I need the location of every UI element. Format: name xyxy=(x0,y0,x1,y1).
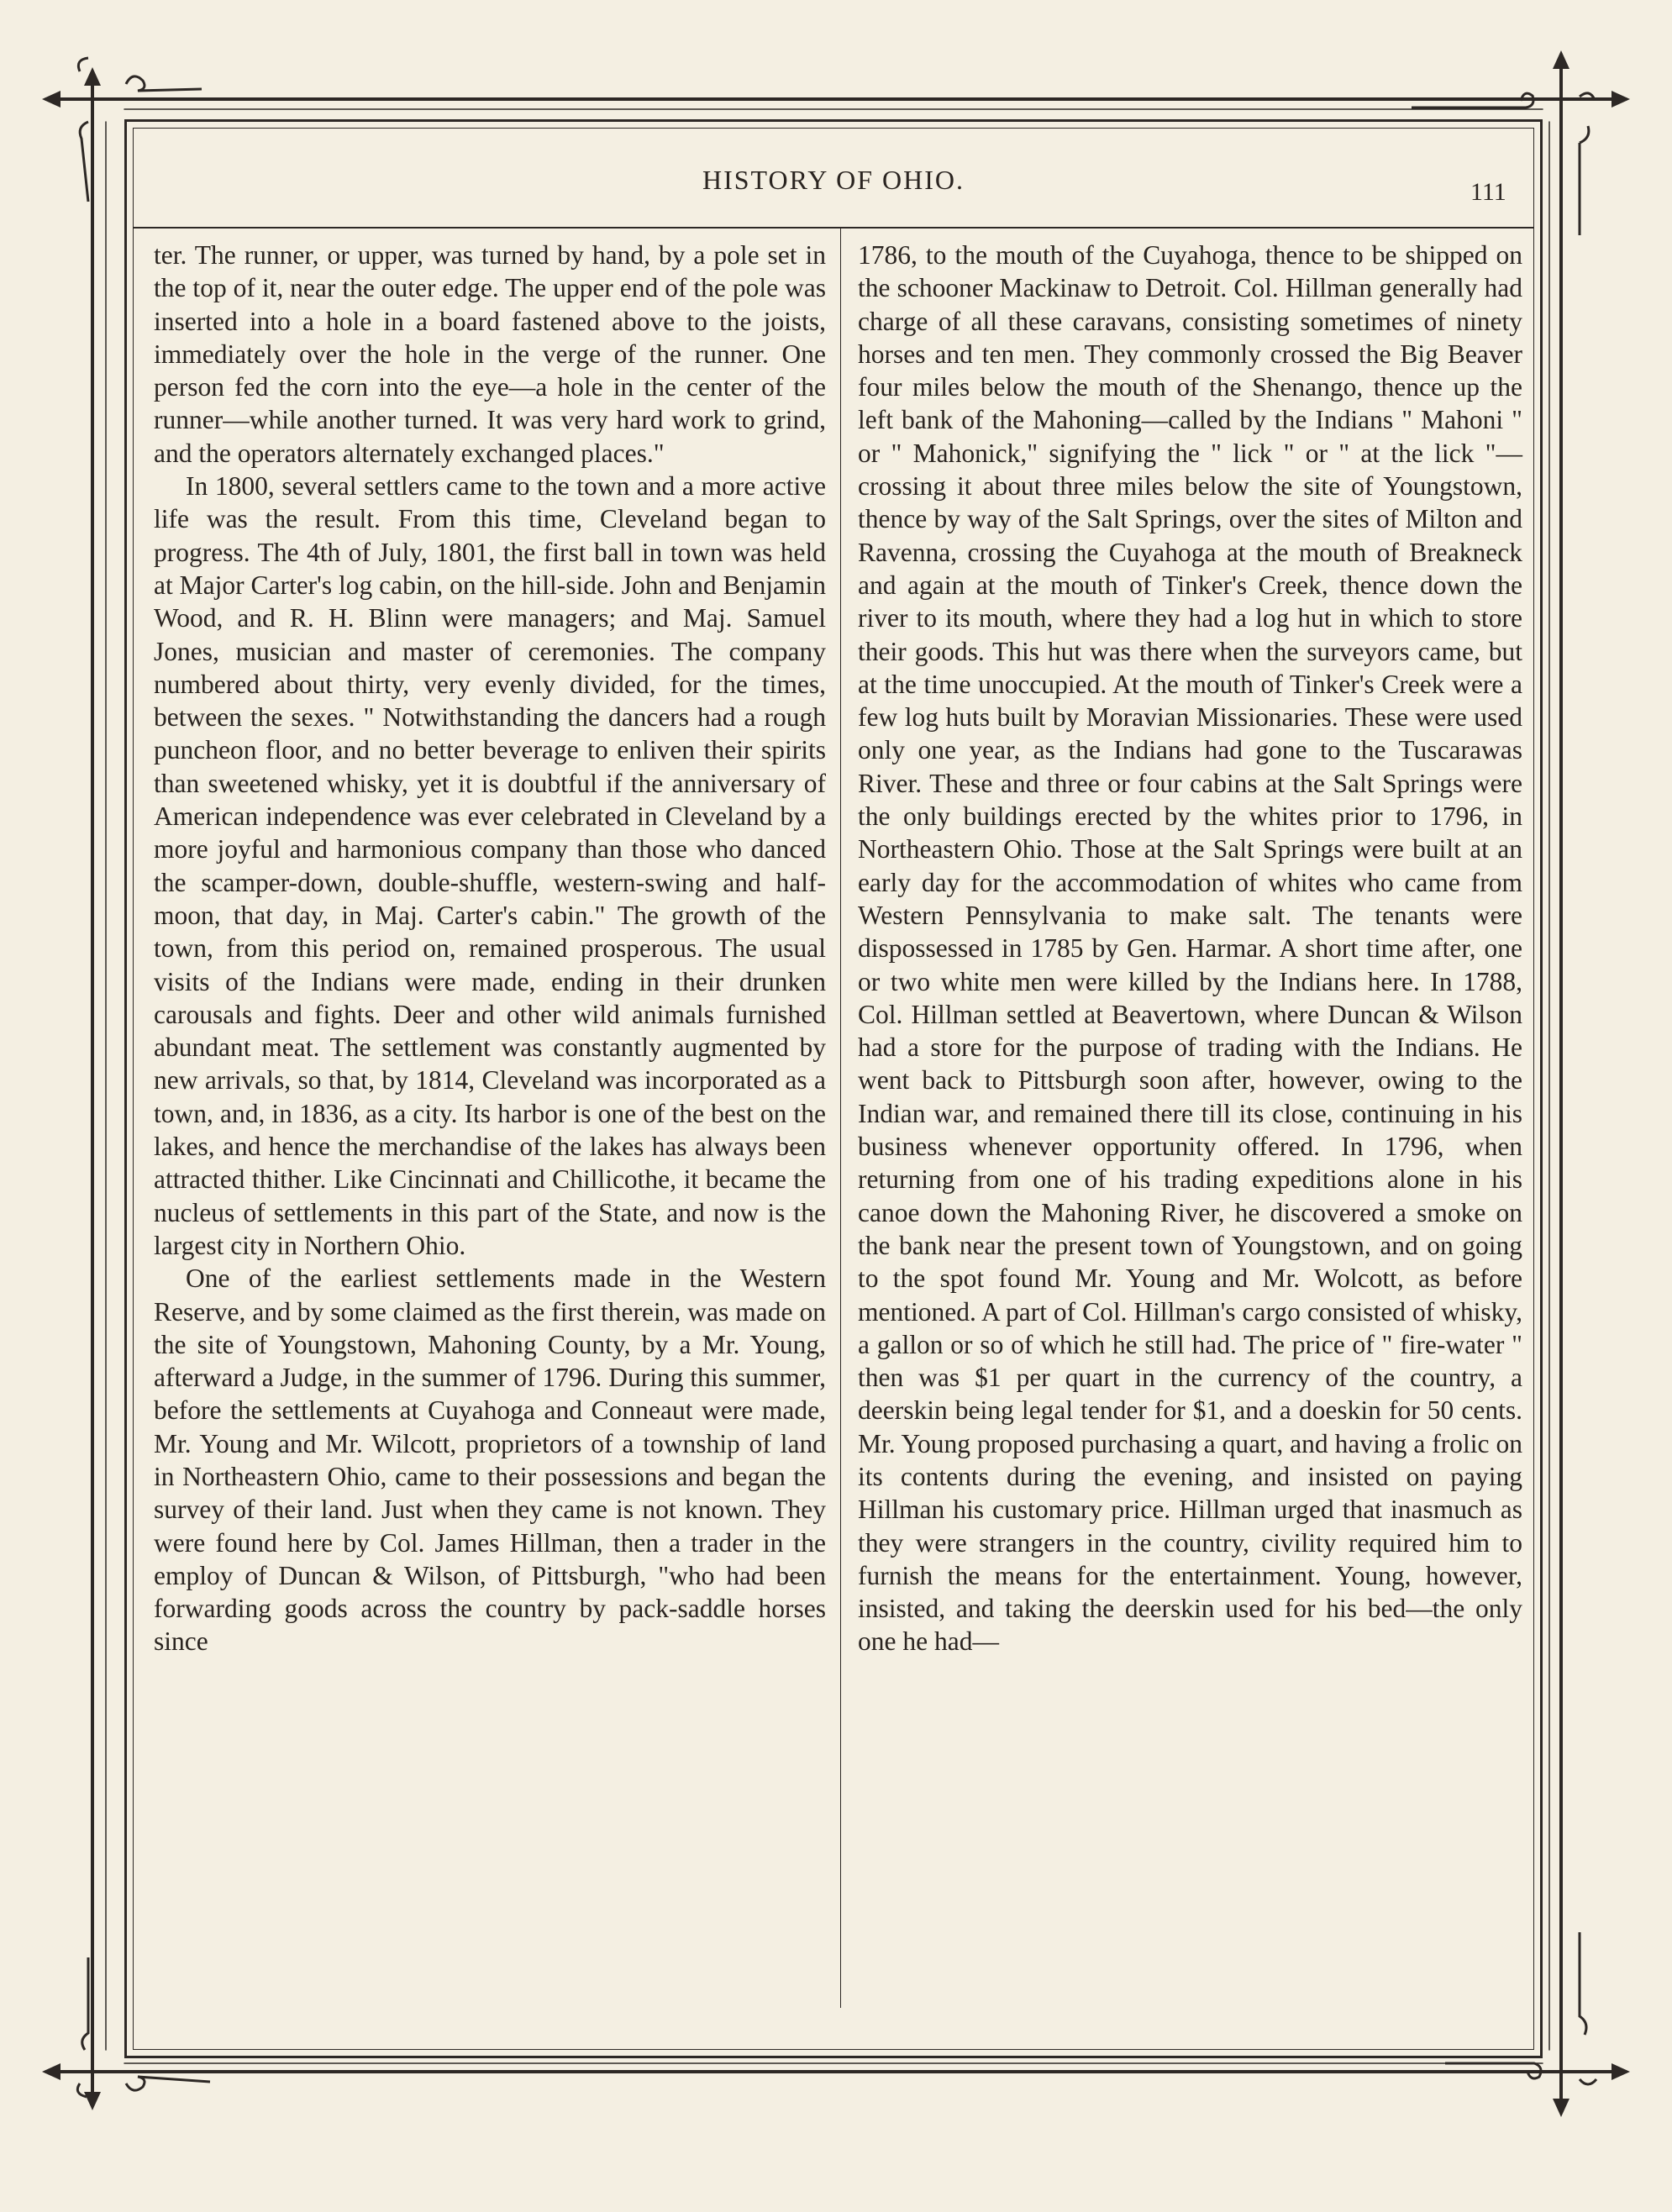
left-paragraph-2: In 1800, several settlers came to the town and a more active life was the result. From this time, Cleveland began to progress. The 4th of July, 1801, the first ball in town was held at Major Carter's log cabin, on the hill-side. John and Benjamin Wood, and R. H. Blinn were managers; and Maj. Samuel Jones, musician and master of ceremonies. The company numbered about thirty, very evenly divided, for the times, between the sexes. " Notwithstanding the dancers had a rough puncheon floor, and no better beverage to enliven their spirits than sweetened whisky, yet it is doubtful if the anniversary of American independence was ever celebrated in Cleveland by a more joyful and harmonious company than those who danced the scamper-down, double-shuffle, western-swing and half-moon, that day, in Maj. Carter's cabin." The growth of the town, from this period on, remained prosperous. The usual visits of the Indians were made, ending in their drunken carousals and fights. Deer and other wild animals furnished abundant meat. The settlement was constantly augmented by new arrivals, so that, by 1814, Cleveland was incorporated as a town, and, in 1836, as a city. Its harbor is one of the best on the lakes, and hence the merchandise of the lakes has always been attracted thither. Like Cincinnati and Chillicothe, it became the nucleus of settlements in this part of the State, and now is the largest city in Northern Ohio. xyxy=(154,471,827,1260)
page-number: 111 xyxy=(1470,178,1506,206)
running-head-title: HISTORY OF OHIO. xyxy=(702,165,965,195)
column-divider xyxy=(840,229,841,2008)
left-column xyxy=(154,239,826,2020)
right-paragraph-1: 1786, to the mouth of the Cuyahoga, thence to be shipped on the schooner Mackinaw to Detroit. Col. Hillman generally had charge of all these caravans, consisting sometimes of ninety horses and ten men. They commonly crossed the Big Beaver four miles below the mouth of the Shenango, thence up the left bank of the Mahoning—called by the Indians " Mahoni " or " Mahonick," signifying the " lick " or " at the lick "—crossing it about three miles below the site of Youngstown, thence by way of the Salt Springs, over the sites of Milton and Ravenna, crossing the Cuyahoga at the mouth of Breakneck and again at the mouth of Tinker's Creek, thence down the river to its mouth, where they had a log hut in which to store their goods. This hut was there when the surveyors came, but at the time unoccupied. At the mouth of Tinker's Creek were a few log huts built by Moravian Missionaries. These were used only one year, as the Indians had gone to the Tuscarawas River. These and three or four cabins at the Salt Springs were the only buildings erected by the whites prior to 1796, in Northeastern Ohio. Those at the Salt Springs were built at an early day for the accommodation of whites who came from Western Pennsylvania to make salt. The tenants were dispossessed in 1785 by Gen. Harmar. A short time after, one or two white men were killed by the Indians here. In 1788, Col. Hillman settled at Beavertown, where Duncan & Wilson had a store for the purpose of trading with the Indians. He went back to Pittsburgh soon after, however, owing to the Indian war, and remained there till its close, continuing in his business whenever opportunity offered. In 1796, when returning from one of his trading expeditions alone in his canoe down the Mahoning River, he discovered a smoke on the bank near the present town of Youngstown, and on going to the spot found Mr. Young and Mr. Wolcott, as before mentioned. A part of Col. Hillman's cargo consisted of whisky, a gallon or so of which he still had. The price of " fire-water " then was $1 per quart in the currency of the country, a deerskin being legal tender for $1, and a doeskin for 50 cents. Mr. Young proposed purchasing a quart, and having a frolic on its contents during the evening, and insisted on paying Hillman his customary price. Hillman urged that inasmuch as they were strangers in the country, civility required him to furnish the means for the entertainment. Young, however, insisted, and taking the deerskin used for his bed—the only one he had— xyxy=(858,240,1522,1657)
header-rule xyxy=(133,227,1534,229)
left-paragraph-1: ter. The runner, or upper, was turned by hand, by a pole set in the top of it, near the outer edge. The upper end of the pole was inserted into a hole in a board fastened above to the joists, immediately over the hole in the verge of the runner. One person fed the corn into the eye—a hole in the center of the runner—while another turned. It was very hard work to grind, and the operators alternately exchanged places." xyxy=(154,240,826,468)
right-column xyxy=(858,239,1522,2020)
left-paragraph-3: One of the earliest settlements made in the Western Reserve, and by some claimed as the first therein, was made on the site of Youngstown, Mahoning County, by a Mr. Young, afterward a Judge, in the summer of 1796. During this summer, before the settlements at Cuyahoga and Conneaut were made, Mr. Young and Mr. Wilcott, proprietors of a township of land in Northeastern Ohio, came to their possessions and began the survey of their land. Just when they came is not known. They were found here by Col. James Hillman, then a trader in the employ of Duncan & Wilson, of Pittsburgh, "who had been forwarding goods across the country by pack-saddle horses since xyxy=(154,1264,826,1657)
